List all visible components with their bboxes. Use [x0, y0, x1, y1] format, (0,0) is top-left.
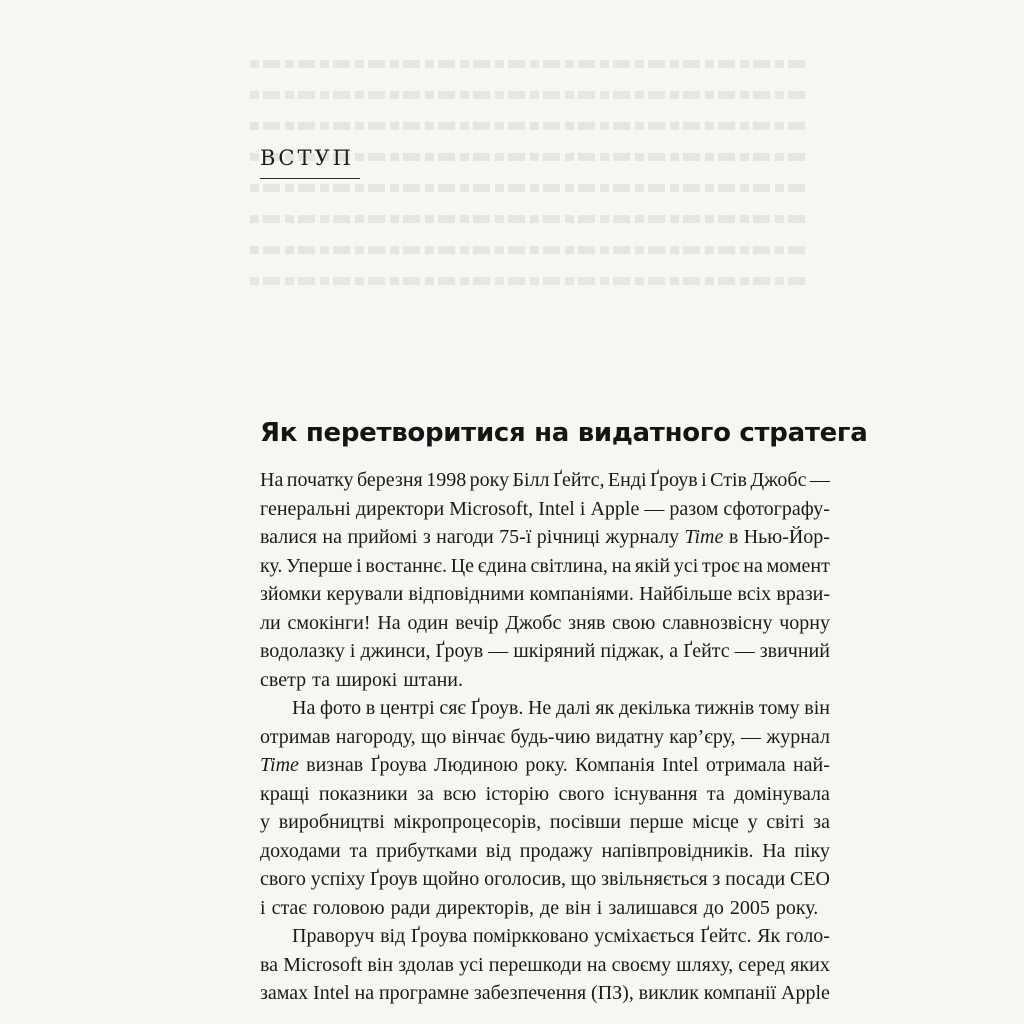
text-line: светр та широкі штани.: [260, 668, 464, 691]
running-head: ВСТУП: [260, 146, 354, 170]
text-line: доходами та прибутками від продажу напівпровідників. На піку: [260, 839, 830, 862]
text-line: генеральні директори Microsoft, Intel і Apple — разом сфотографу-: [260, 497, 830, 520]
show-through-texture: [250, 60, 810, 310]
text-line: водолазку і джинси, Ґроув — шкіряний піджак, а Ґейтс — звичний: [260, 640, 830, 662]
text-line: і стає головою ради директорів, де він і залишався до 2005 року.: [260, 896, 819, 919]
text-line: ва Microsoft він здолав усі перешкоди на своєму шляху, серед яких: [260, 953, 830, 976]
text-line: На фото в центрі сяє Ґроув. Не далі як декілька тижнів тому він: [292, 697, 830, 719]
running-head-rule: [260, 178, 360, 179]
text-line: у виробництві мікропроцесорів, посівши перше місце у світі за: [260, 811, 830, 833]
text-line: На початку березня 1998 року Білл Ґейтс, Енді Ґроув і Стів Джобс —: [260, 469, 830, 491]
text-line: ку. Уперше і востаннє. Це єдина світлина, на якій усі троє на момент: [260, 554, 830, 577]
text-line: замах Intel на програмне забезпечення (ПЗ), виклик компанії Apple: [260, 982, 830, 1004]
text-line: зйомки керували відповідними компаніями. Найбільше всіх врази-: [260, 583, 830, 605]
body-text: [260, 466, 830, 1008]
text-line: свого успіху Ґроув щойно оголосив, що звільняється з посади CEO: [260, 868, 830, 890]
text-line: валися на прийомі з нагоди 75-ї річниці журналу Time в Нью-Йор-: [260, 526, 830, 548]
text-line: отримав нагороду, що вінчає будь-чию видатну кар’єру, — журнал: [260, 725, 830, 748]
text-line: ли смокінги! На один вечір Джобс зняв свою славнозвісну чорну: [260, 611, 830, 634]
text-line: Time визнав Ґроува Людиною року. Компанія Intel отримала най-: [260, 754, 830, 776]
text-line: Праворуч від Ґроува поміркковано усміхається Ґейтс. Як голо-: [292, 925, 830, 947]
text-line: кращі показники за всю історію свого існування та домінувала: [260, 782, 830, 805]
chapter-title: Як перетворитися на видатного стратега: [260, 418, 868, 448]
